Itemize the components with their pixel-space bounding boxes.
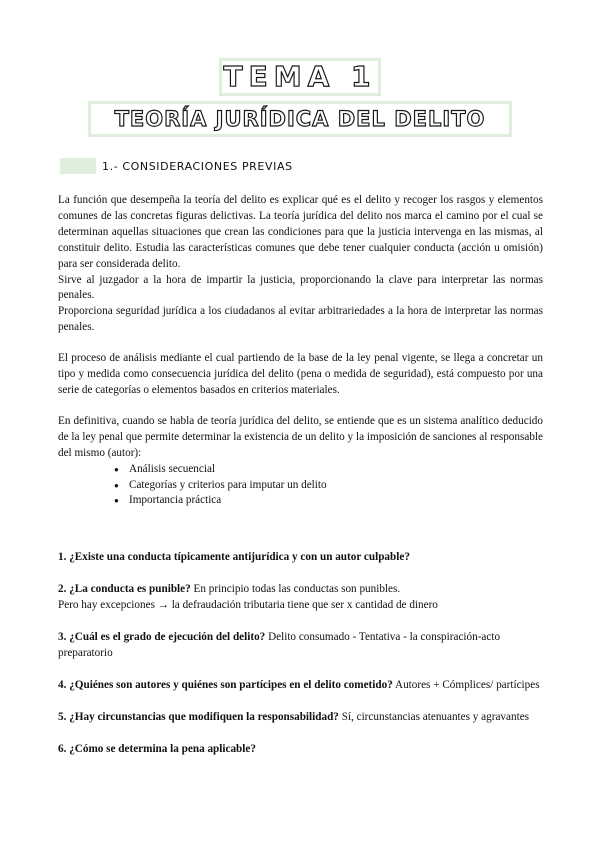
paragraph: El proceso de análisis mediante el cual partiendo de la base de la ley penal vigente, se llega a concretar un tipo y medida como consecuencia jurídica del delito (pena o medida de seguridad), está compuesto por una serie de categorías o elementos basados en criterios materiales.: [58, 352, 543, 396]
section-heading: [60, 158, 293, 174]
paragraph: En definitiva, cuando se habla de teoría jurídica del delito, se entiende que es un sistema analítico deducido de la ley penal que permite determinar la existencia de un delito y la imposición de sanciones al responsable del mismo (autor):: [58, 414, 543, 459]
list-item: ● Importancia práctica: [114, 493, 543, 509]
subtitle-box: [88, 101, 512, 137]
list-item: ● Categorías y criterios para imputar un delito: [114, 478, 543, 494]
question-text: 5. ¿Hay circunstancias que modifiquen la responsabilidad?: [58, 711, 339, 723]
page-title: TEMA 1: [223, 60, 377, 93]
answer-text: Autores + Cómplices/ partícipes: [392, 679, 540, 691]
answer-text: En principio todas las conductas son punibles.: [190, 583, 401, 595]
question-text: 4. ¿Quiénes son autores y quiénes son partícipes en el delito cometido?: [58, 679, 393, 691]
question-item: [58, 629, 543, 661]
question-item: [58, 677, 543, 693]
question-item: [58, 741, 543, 757]
paragraph: Proporciona seguridad jurídica a los ciudadanos al evitar arbitrariedades a la hora de interpretar las normas penales.: [58, 305, 543, 334]
question-text: 1. ¿Existe una conducta típicamente antijurídica y con un autor culpable?: [58, 551, 410, 563]
question-item: [58, 549, 543, 565]
questions-list: [58, 549, 543, 773]
question-item: [58, 581, 543, 613]
list-item: ● Análisis secuencial: [114, 462, 543, 478]
question-text: 6. ¿Cómo se determina la pena aplicable?: [58, 743, 256, 755]
answer-text: Delito consumado - Tentativa - la conspiración-acto preparatorio: [58, 631, 501, 659]
page-subtitle: TEORÍA JURÍDICA DEL DELITO: [114, 107, 486, 131]
title-box: [219, 58, 381, 96]
paragraph: La función que desempeña la teoría del delito es explicar qué es el delito y recoger los rasgos y elementos comunes de las concretas figuras delictivas. La teoría jurídica del delito nos marca el camino por el cual se determinan aquellas situaciones que crean las condiciones para que la justicia intervenga en las mismas, al constituir delito. Estudia las características comunes que debe tener cualquier conducta (acción u omisión) para ser considerada delito.: [58, 194, 543, 270]
question-text: 2. ¿La conducta es punible?: [58, 583, 191, 595]
section-highlight-bar: [60, 158, 96, 174]
question-item: [58, 709, 543, 725]
answer-text: Sí, circunstancias atenuantes y agravantes: [338, 711, 530, 723]
section-label: 1.- CONSIDERACIONES PREVIAS: [102, 159, 293, 173]
answer-text: Pero hay excepciones → la defraudación tributaria tiene que ser x cantidad de dinero: [58, 599, 438, 611]
question-text: 3. ¿Cuál es el grado de ejecución del delito?: [58, 631, 266, 643]
paragraph: Sirve al juzgador a la hora de impartir la justicia, proporcionando la clave para interpretar las normas penales.: [58, 273, 543, 302]
bullet-list: [58, 462, 543, 510]
body-text: [58, 193, 543, 509]
